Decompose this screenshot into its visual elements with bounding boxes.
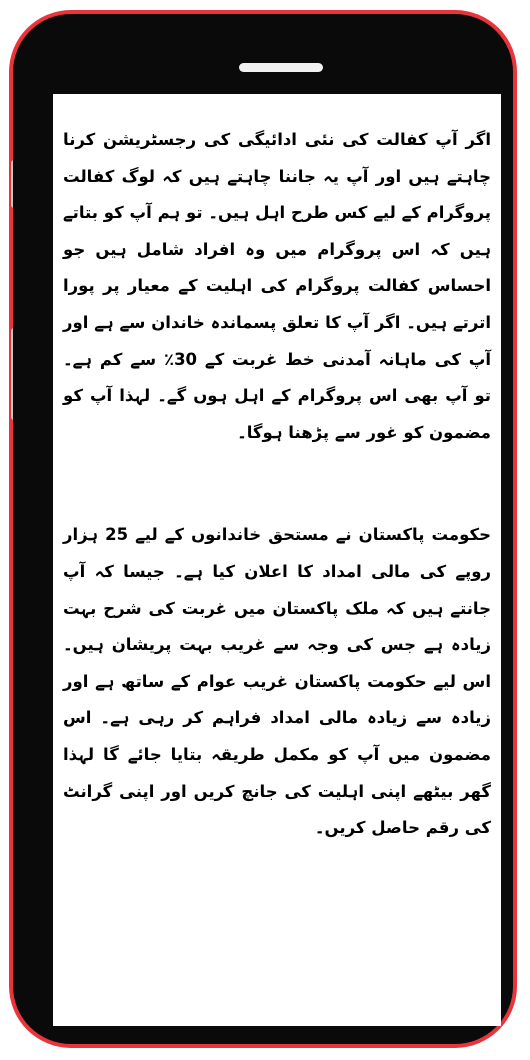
article-body	[63, 122, 491, 847]
paragraph-spacer	[63, 451, 491, 517]
phone-frame	[9, 10, 517, 1048]
article-paragraph-2: حکومت پاکستان نے مستحق خاندانوں کے لیے 25 ہزار روپے کی مالی امداد کا اعلان کیا ہے۔ جیسا کہ آپ جانتے ہیں کہ ملک پاکستان میں غربت کی شرح بہت زیادہ ہے جس کی وجہ سے غریب بہت پریشان ہیں۔ اس لیے حکومت پاکستان غریب عوام کے ساتھ ہے اور زیادہ سے زیادہ مالی امداد فراہم کر رہی ہے۔ اس مضمون میں آپ کو مکمل طریقہ بتایا جائے گا لہذا گھر بیٹھے اپنی اہلیت کی جانچ کریں اور اپنی گرانٹ کی رقم حاصل کریں۔	[63, 525, 491, 838]
phone-screen[interactable]	[53, 94, 501, 1026]
article-paragraph-1: اگر آپ کفالت کی نئی ادائیگی کی رجسٹریشن کرنا چاہتے ہیں اور آپ یہ جاننا چاہتے ہیں کہ لوگ کفالت پروگرام کے لیے کس طرح اہل ہیں۔ تو ہم آپ کو بتاتے ہیں کہ اس پروگرام میں وہ افراد شامل ہیں جو احساس کفالت پروگرام کی اہلیت کے معیار پر پورا اترتے ہیں۔ اگر آپ کا تعلق پسماندہ خاندان سے ہے اور آپ کی ماہانہ آمدنی خط غربت کے 30٪ سے کم ہے۔ تو آپ بھی اس پروگرام کے اہل ہوں گے۔ لہذا آپ کو مضمون کو غور سے پڑھنا ہوگا۔	[63, 130, 491, 442]
speaker-grille	[239, 63, 323, 72]
phone-bezel	[13, 14, 513, 1044]
